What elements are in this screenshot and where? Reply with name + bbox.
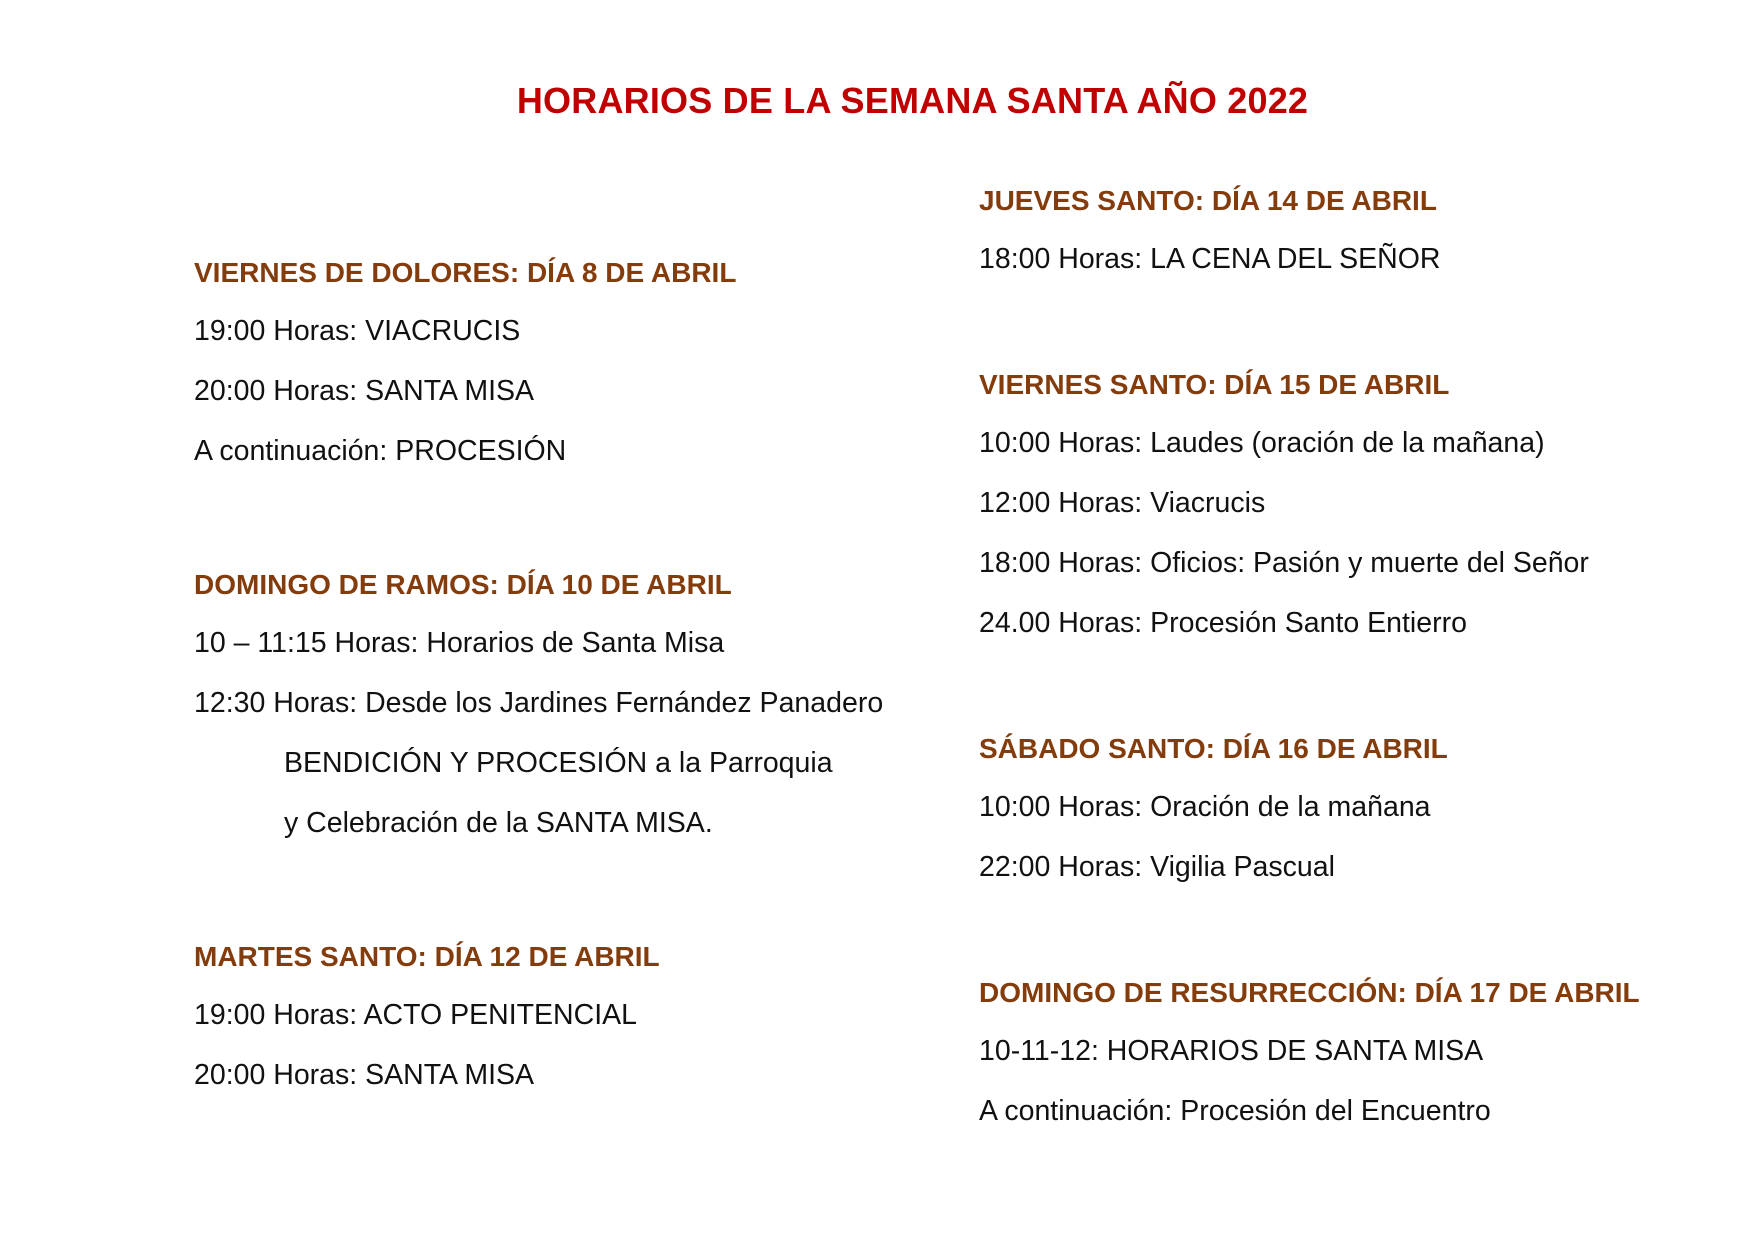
schedule-line: 10 – 11:15 Horas: Horarios de Santa Misa [194, 627, 725, 659]
page-title: HORARIOS DE LA SEMANA SANTA AÑO 2022 [516, 80, 1309, 121]
schedule-line: 20:00 Horas: SANTA MISA [194, 1059, 535, 1091]
schedule-line: 10-11-12: HORARIOS DE SANTA MISA [979, 1035, 1484, 1067]
schedule-line: 10:00 Horas: Oración de la mañana [979, 791, 1431, 823]
schedule-line: 19:00 Horas: ACTO PENITENCIAL [194, 999, 637, 1031]
section-heading: JUEVES SANTO: DÍA 14 DE ABRIL [979, 185, 1437, 216]
section-domingo-resurreccion [979, 976, 1719, 1128]
section-heading: VIERNES SANTO: DÍA 15 DE ABRIL [979, 369, 1450, 400]
section-heading: SÁBADO SANTO: DÍA 16 DE ABRIL [979, 733, 1448, 764]
schedule-line: 22:00 Horas: Vigilia Pascual [979, 851, 1335, 883]
section-heading: MARTES SANTO: DÍA 12 DE ABRIL [194, 941, 660, 972]
schedule-line: 18:00 Horas: Oficios: Pasión y muerte del Señor [979, 547, 1589, 579]
schedule-line: 12:00 Horas: Viacrucis [979, 487, 1266, 519]
schedule-line: 24.00 Horas: Procesión Santo Entierro [979, 607, 1467, 639]
schedule-line: 12:30 Horas: Desde los Jardines Fernández Panadero [194, 687, 884, 719]
schedule-line: A continuación: PROCESIÓN [194, 435, 567, 467]
section-heading: DOMINGO DE RESURRECCIÓN: DÍA 17 DE ABRIL [979, 977, 1640, 1008]
section-viernes-dolores [194, 256, 954, 468]
section-heading: DOMINGO DE RAMOS: DÍA 10 DE ABRIL [194, 569, 732, 600]
section-heading: VIERNES DE DOLORES: DÍA 8 DE ABRIL [194, 257, 737, 288]
schedule-line: 10:00 Horas: Laudes (oración de la mañana) [979, 427, 1545, 459]
right-column [979, 184, 1719, 1154]
schedule-line: BENDICIÓN Y PROCESIÓN a la Parroquia [284, 747, 833, 779]
section-martes-santo [194, 940, 954, 1092]
left-column [194, 256, 954, 1118]
schedule-line: A continuación: Procesión del Encuentro [979, 1095, 1491, 1127]
section-jueves-santo [979, 184, 1719, 276]
section-sabado-santo [979, 732, 1719, 884]
schedule-line: 18:00 Horas: LA CENA DEL SEÑOR [979, 243, 1441, 275]
schedule-line: 19:00 Horas: VIACRUCIS [194, 315, 521, 347]
section-domingo-ramos [194, 568, 954, 840]
schedule-line: 20:00 Horas: SANTA MISA [194, 375, 535, 407]
section-viernes-santo [979, 368, 1719, 640]
schedule-line: y Celebración de la SANTA MISA. [284, 807, 713, 839]
